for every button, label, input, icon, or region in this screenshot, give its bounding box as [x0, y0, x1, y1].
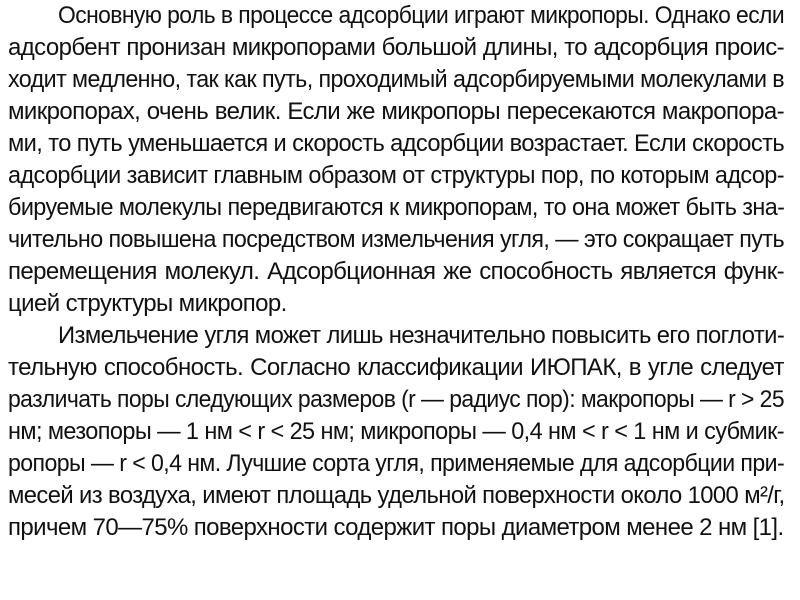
text-line: чительно повышена посредством измельчения угля, — это сокращает путь — [8, 226, 784, 253]
text-line: Измельчение угля может лишь незначительно повысить его поглоти- — [58, 322, 784, 349]
text-line: микропорах, очень велик. Если же микропоры пересекаются макропора- — [8, 98, 784, 125]
text-line: адсорбент пронизан микропорами большой длины, то адсорбция проис- — [8, 34, 784, 61]
text-line: цией структуры микропор. — [8, 290, 287, 317]
text-line: адсорбции зависит главным образом от структуры пор, по которым адсор- — [8, 162, 784, 189]
text-line: тельную способность. Согласно классификации ИЮПАК, в угле следует — [8, 354, 784, 381]
text-line: ропоры — r < 0,4 нм. Лучшие сорта угля, применяемые для адсорбции при- — [8, 450, 785, 477]
text-line: ходит медленно, так как путь, проходимый адсорбируемыми молекулами в — [8, 66, 784, 93]
text-line: месей из воздуха, имеют площадь удельной поверхности около 1000 м²/г, — [8, 482, 785, 509]
text-line: различать поры следующих размеров (r — радиус пор): макропоры — r > 25 — [8, 386, 785, 413]
text-line: Основную роль в процессе адсорбции играют микропоры. Однако если — [58, 2, 785, 29]
text-line: перемещения молекул. Адсорбционная же способность является функ- — [8, 258, 784, 285]
text-line: причем 70—75% поверхности содержит поры диаметром менее 2 нм [1]. — [8, 514, 784, 541]
text-line: ми, то путь уменьшается и скорость адсорбции возрастает. Если скорость — [8, 130, 785, 157]
text-line: нм; мезопоры — 1 нм < r < 25 нм; микропоры — 0,4 нм < r < 1 нм и субмик- — [8, 418, 785, 445]
text-line: бируемые молекулы передвигаются к микропорам, то она может быть зна- — [8, 194, 785, 221]
